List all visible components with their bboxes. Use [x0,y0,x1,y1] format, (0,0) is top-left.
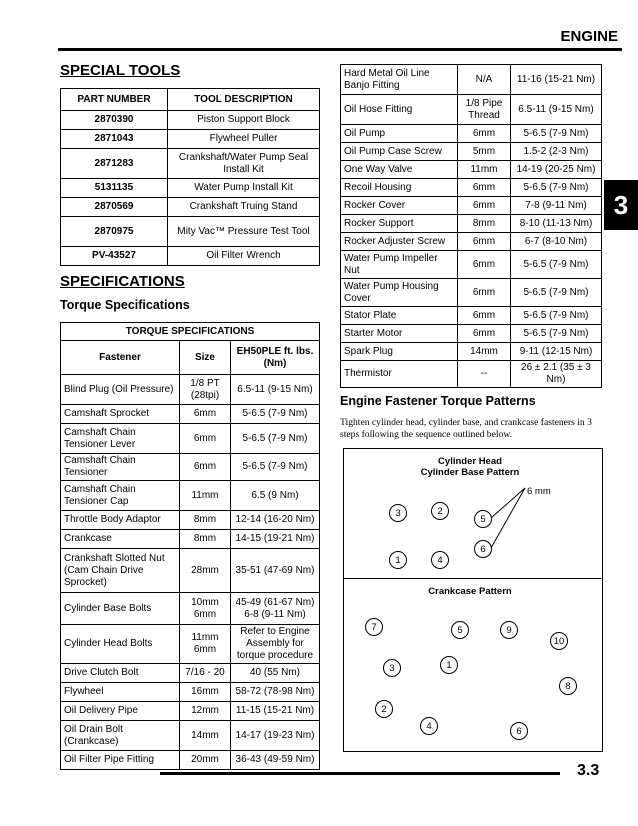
tool-description: Crankshaft/Water Pump Seal Install Kit [168,149,320,179]
tool-description: Water Pump Install Kit [168,179,320,198]
table-row [61,664,320,683]
crankcase-pattern-label: Crankcase Pattern [428,586,512,597]
table-row [61,549,320,593]
six-mm-label: 6 mm [527,486,551,497]
fastener-size: 8mm [458,215,511,233]
torque-value: 5-6.5 (7-9 Nm) [511,307,602,325]
fastener-size: 6mm [458,251,511,279]
column-header: PART NUMBER [61,89,168,111]
torque-value: 14-19 (20-25 Nm) [511,161,602,179]
table-row [61,751,320,770]
fastener-size: 20mm [180,751,231,770]
fastener-size: 6mm [458,179,511,197]
fastener-name: Recoil Housing [341,179,458,197]
table-row [341,279,602,307]
fastener-name: Oil Hose Fitting [341,95,458,125]
patterns-intro: Tighten cylinder head, cylinder base, and crankcase fasteners in 3 steps following the sequence outlined below. [340,417,592,440]
special-tools-table [60,88,320,266]
crankcase-bolt: 9 [500,621,518,639]
table-row [61,424,320,454]
tool-description: Flywheel Puller [168,130,320,149]
tool-description: Oil Filter Wrench [168,247,320,266]
fastener-name: Camshaft Chain Tensioner Cap [61,481,180,511]
torque-value: 5-6.5 (7-9 Nm) [511,251,602,279]
fastener-name: Throttle Body Adaptor [61,511,180,530]
table-row [341,325,602,343]
fastener-size: 6mm [458,307,511,325]
tool-description: Piston Support Block [168,111,320,130]
fastener-size: 6mm [458,125,511,143]
fastener-size: 6mm [458,279,511,307]
torque-value: 5-6.5 (7-9 Nm) [511,325,602,343]
fastener-name: Spark Plug [341,343,458,361]
torque-value: 1.5-2 (2-3 Nm) [511,143,602,161]
torque-value: 40 (55 Nm) [231,664,320,683]
torque-value: 5-6.5 (7-9 Nm) [231,454,320,481]
column-header: TOOL DESCRIPTION [168,89,320,111]
fastener-name: Flywheel [61,683,180,702]
crankcase-bolt: 1 [440,656,458,674]
fastener-size: 6mm [180,405,231,424]
torque-value: 14-17 (19-23 Nm) [231,721,320,751]
patterns-heading: Engine Fastener Torque Patterns [340,394,536,408]
torque-table-right [340,64,602,388]
table-row [341,343,602,361]
table-row [61,405,320,424]
part-number: PV-43527 [61,247,168,266]
fastener-size: N/A [458,65,511,95]
torque-value: 45-49 (61-67 Nm) 6-8 (9-11 Nm) [231,593,320,625]
column-header: EH50PLE ft. lbs. (Nm) [231,341,320,375]
table-row [61,702,320,721]
table-row [61,511,320,530]
fastener-size: 1/8 PT (28tpi) [180,375,231,405]
part-number: 2871283 [61,149,168,179]
table-row [341,361,602,388]
fastener-name: Oil Drain Bolt (Crankcase) [61,721,180,751]
torque-value: 5-6.5 (7-9 Nm) [231,405,320,424]
pattern-divider [343,578,601,579]
torque-value: 6.5-11 (9-15 Nm) [511,95,602,125]
torque-value: 26 ± 2.1 (35 ± 3 Nm) [511,361,602,388]
torque-value: 6.5-11 (9-15 Nm) [231,375,320,405]
table-row [61,481,320,511]
footer-rule [160,772,560,775]
crankcase-bolt: 7 [365,618,383,636]
table-row [341,95,602,125]
fastener-size: 11mm [458,161,511,179]
crankcase-bolt: 3 [383,659,401,677]
torque-value: 6.5 (9 Nm) [231,481,320,511]
torque-value: 35-51 (47-69 Nm) [231,549,320,593]
table-row [341,251,602,279]
column-header: Size [180,341,231,375]
tool-description: Mity Vac™ Pressure Test Tool [168,217,320,247]
fastener-name: Rocker Cover [341,197,458,215]
torque-value: 7-8 (9-11 Nm) [511,197,602,215]
fastener-size: 6mm [180,424,231,454]
part-number: 2870975 [61,217,168,247]
table-row [341,143,602,161]
torque-value: 5-6.5 (7-9 Nm) [511,125,602,143]
fastener-name: Starter Motor [341,325,458,343]
torque-value: 8-10 (11-13 Nm) [511,215,602,233]
crankcase-bolt: 6 [510,722,528,740]
fastener-name: Rocker Adjuster Screw [341,233,458,251]
six-mm-leader-lines [343,448,601,578]
torque-specifications-subheading: Torque Specifications [60,298,190,312]
fastener-name: One Way Valve [341,161,458,179]
fastener-name: Water Pump Impeller Nut [341,251,458,279]
special-tools-heading: SPECIAL TOOLS [60,62,181,79]
chapter-tab: 3 [604,180,638,230]
fastener-name: Crankshaft Slotted Nut (Cam Chain Drive Sprocket) [61,549,180,593]
torque-value: 5-6.5 (7-9 Nm) [511,179,602,197]
table-row [61,375,320,405]
header-rule [58,48,622,51]
fastener-size: 10mm 6mm [180,593,231,625]
fastener-size: 6mm [458,233,511,251]
table-row [61,111,320,130]
torque-value: 5-6.5 (7-9 Nm) [231,424,320,454]
cylinder-pattern-label: Cylinder Head Cylinder Base Pattern [420,456,520,478]
fastener-name: Oil Delivery Pipe [61,702,180,721]
crankcase-bolt: 4 [420,717,438,735]
table-row [61,683,320,702]
fastener-size: 5mm [458,143,511,161]
cylinder-bolt: 6 [474,540,492,558]
fastener-name: Camshaft Chain Tensioner Lever [61,424,180,454]
fastener-name: Camshaft Chain Tensioner [61,454,180,481]
fastener-name: Stator Plate [341,307,458,325]
torque-value: 5-6.5 (7-9 Nm) [511,279,602,307]
table-row [61,217,320,247]
table-row [341,233,602,251]
fastener-size: 8mm [180,530,231,549]
fastener-name: Blind Plug (Oil Pressure) [61,375,180,405]
torque-value: 9-11 (12-15 Nm) [511,343,602,361]
part-number: 2870390 [61,111,168,130]
fastener-size: 14mm [180,721,231,751]
part-number: 5131135 [61,179,168,198]
table-row [61,593,320,625]
torque-value: 11-15 (15-21 Nm) [231,702,320,721]
cylinder-bolt: 4 [431,551,449,569]
section-title: ENGINE [560,28,618,45]
cylinder-bolt: 2 [431,502,449,520]
fastener-size: 6mm [180,454,231,481]
fastener-size: 11mm [180,481,231,511]
part-number: 2870569 [61,198,168,217]
fastener-name: Water Pump Housing Cover [341,279,458,307]
fastener-size: 1/8 Pipe Thread [458,95,511,125]
fastener-size: 12mm [180,702,231,721]
specifications-heading: SPECIFICATIONS [60,273,185,290]
torque-value: 6-7 (8-10 Nm) [511,233,602,251]
torque-value: 36-43 (49-59 Nm) [231,751,320,770]
torque-table-left [60,322,320,770]
table-row [341,161,602,179]
fastener-name: Camshaft Sprocket [61,405,180,424]
table-row [61,721,320,751]
table-row [341,179,602,197]
page-number: 3.3 [577,762,600,779]
crankcase-bolt: 5 [451,621,469,639]
torque-value: 14-15 (19-21 Nm) [231,530,320,549]
crankcase-bolt: 10 [550,632,568,650]
torque-value: 12-14 (16-20 Nm) [231,511,320,530]
table-row [61,130,320,149]
table-row [61,179,320,198]
table-title: TORQUE SPECIFICATIONS [61,323,320,341]
crankcase-bolt: 2 [375,700,393,718]
fastener-name: Cylinder Head Bolts [61,625,180,664]
table-row [61,247,320,266]
fastener-size: 6mm [458,325,511,343]
torque-value: 58-72 (78-98 Nm) [231,683,320,702]
fastener-name: Crankcase [61,530,180,549]
fastener-size: -- [458,361,511,388]
fastener-name: Cylinder Base Bolts [61,593,180,625]
fastener-name: Oil Filter Pipe Fitting [61,751,180,770]
table-row [61,149,320,179]
cylinder-bolt: 1 [389,551,407,569]
tool-description: Crankshaft Truing Stand [168,198,320,217]
torque-value: 11-16 (15-21 Nm) [511,65,602,95]
table-row [61,454,320,481]
fastener-size: 7/16 - 20 [180,664,231,683]
fastener-name: Hard Metal Oil Line Banjo Fitting [341,65,458,95]
table-row [341,65,602,95]
fastener-size: 28mm [180,549,231,593]
fastener-name: Rocker Support [341,215,458,233]
column-header: Fastener [61,341,180,375]
fastener-size: 14mm [458,343,511,361]
crankcase-bolt: 8 [559,677,577,695]
table-row [61,530,320,549]
fastener-name: Oil Pump Case Screw [341,143,458,161]
part-number: 2871043 [61,130,168,149]
fastener-name: Thermistor [341,361,458,388]
table-row [341,197,602,215]
fastener-size: 6mm [458,197,511,215]
fastener-size: 8mm [180,511,231,530]
fastener-size: 16mm [180,683,231,702]
fastener-name: Drive Clutch Bolt [61,664,180,683]
table-row [341,307,602,325]
table-row [341,215,602,233]
fastener-name: Oil Pump [341,125,458,143]
cylinder-bolt: 5 [474,510,492,528]
cylinder-bolt: 3 [389,504,407,522]
fastener-size: 11mm 6mm [180,625,231,664]
torque-value: Refer to Engine Assembly for torque procedure [231,625,320,664]
table-row [61,625,320,664]
table-row [341,125,602,143]
table-row [61,198,320,217]
